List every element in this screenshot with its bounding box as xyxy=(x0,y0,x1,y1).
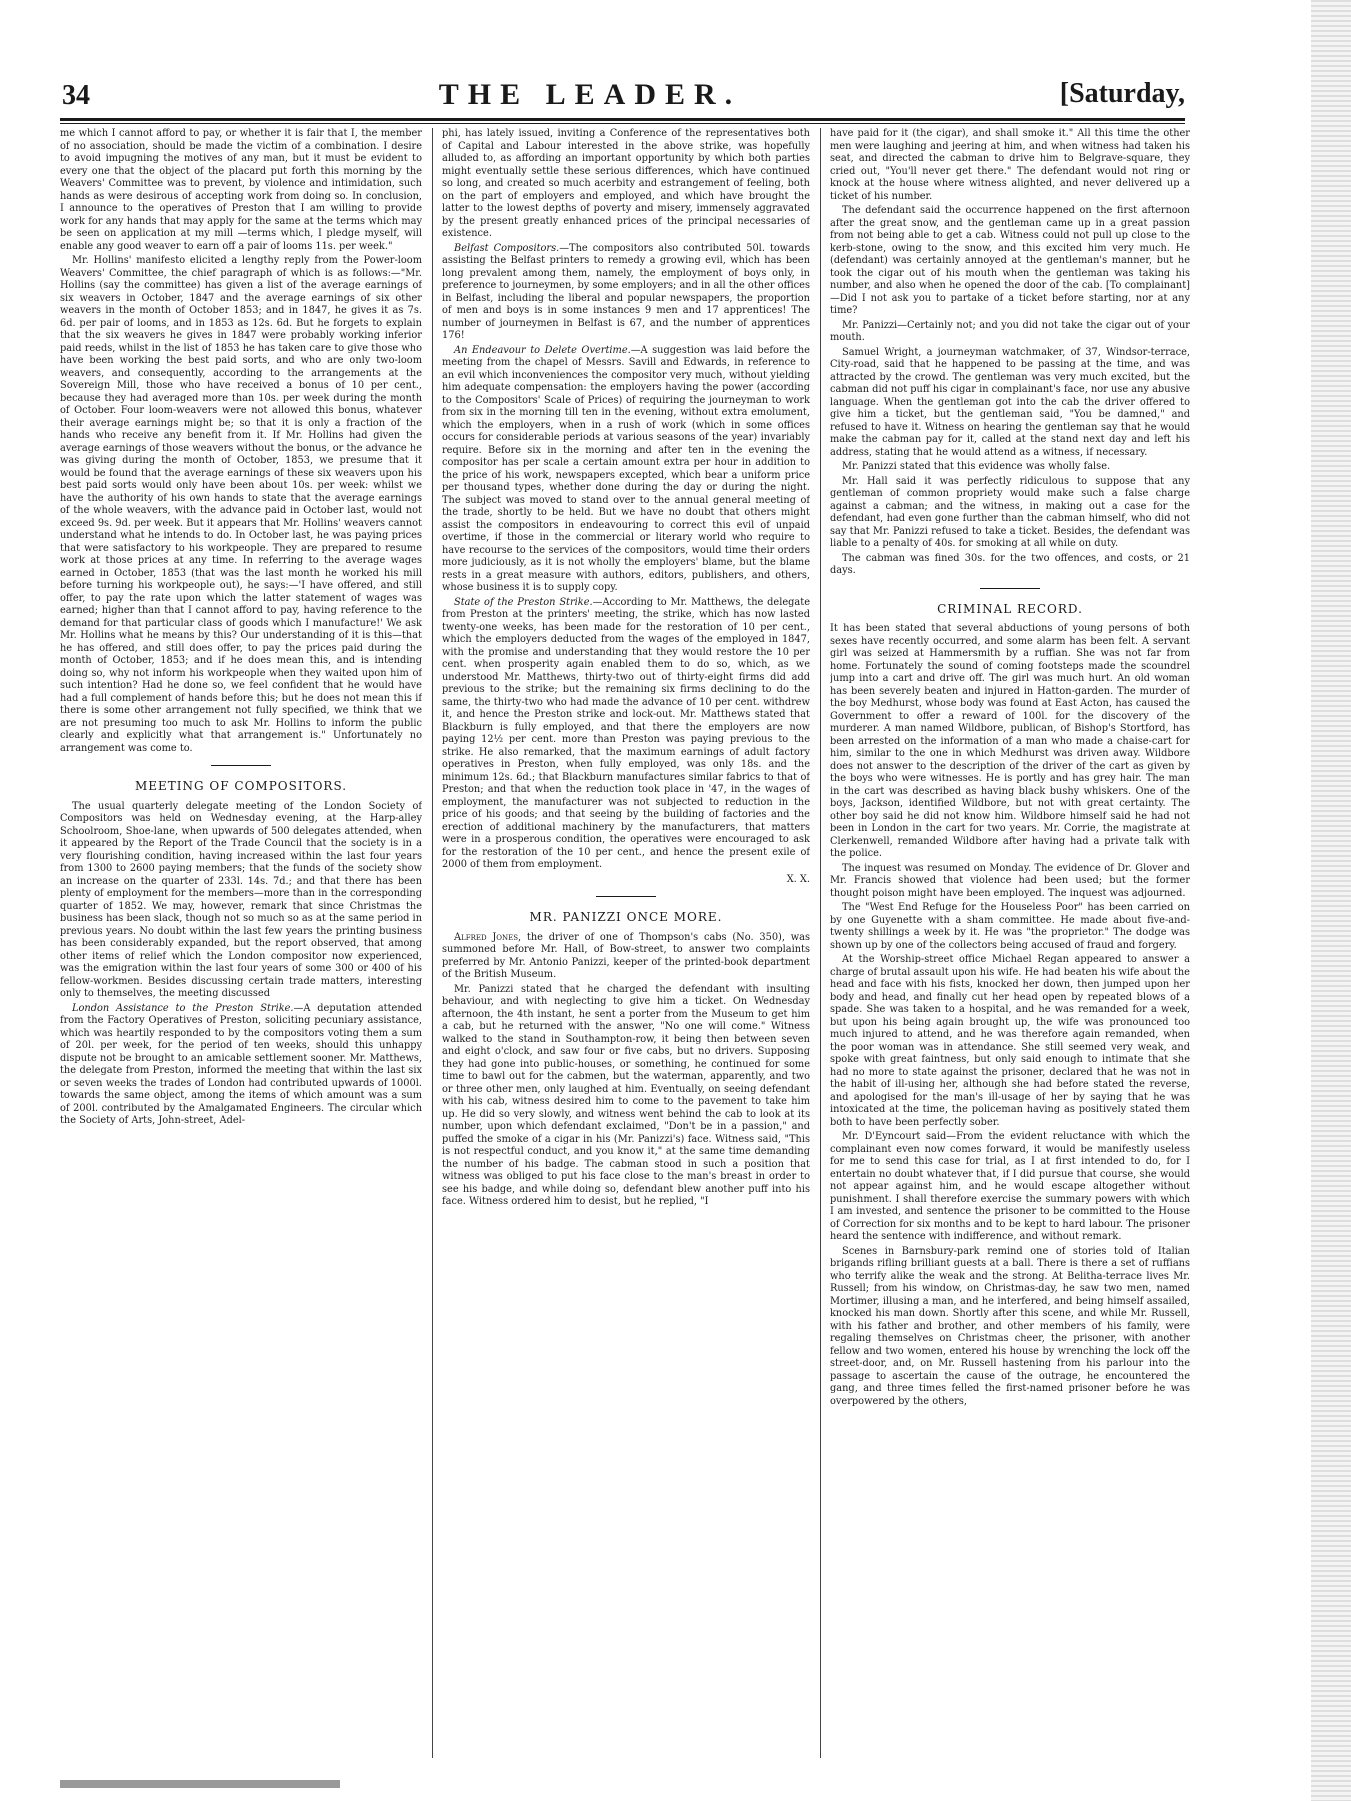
issue-day: [Saturday, xyxy=(1059,78,1185,109)
paragraph-body: —According to Mr. Matthews, the delegate from Preston at the printers' meeting, the strike, which has now lasted twenty-one weeks, has been made for the restoration of 10 per cent., which the employers deducted from the wages of the employed in 1847, with the promise and understanding that they would restore the 10 per cent. when prosperity again enabled them to do so, which, as we understood Mr. Matthews, thirty-two out of thirty-eight firms did add previous to the strike; but the remaining six firms declining to do the same, the thirty-two who had made the advance of 10 per cent. withdrew it, and hence the Preston strike and lock-out. Mr. Matthews stated that Blackburn is fully employed, and that there the employers are now paying 12½ per cent. more than Preston was paying previous to the strike. He also remarked, that the maximum earnings of adult factory operatives in Preston, when fully employed, was only 18s. and the minimum 12s. 6d.; that Blackburn manufactures similar fabrics to that of Preston; and that when the reduction took place in '47, in the wages of employment, the manufacturer was not subjected to reduction in the price of his goods; and that seeing by the building of factories and the erection of additional machinery by the manufacturers, that matters were in a prosperous condition, the operatives were encouraged to ask for the restoration of the 10 per cent., and hence the present exile of 2000 of them from employment. xyxy=(442,596,810,870)
paragraph-body: —A suggestion was laid before the meeting from the chapel of Messrs. Savill and Edwards, in reference to an evil which inconveniences the compositor very much, without yielding him adequate compensation: the employers having the power (according to the Compositors' Scale of Prices) of requiring the journeyman to work from six in the morning till ten in the evening, without extra emolument, which the employers, when in a rush of work (which in some offices occurs for considerable periods at various seasons of the year) invariably require. Before six in the morning and after ten in the evening the compositor has per scale a certain amount extra per hour in addition to the price of his work, newspapers excepted, which bear a uniform price per thousand types, whether done during the day or during the night. The subject was moved to stand over to the annual general meeting of the trade, shortly to be held. But we have no doubt that others might assist the compositors in endeavouring to correct this evil of unpaid overtime, if those in the commercial or literary world who require to have recourse to the services of the compositors, would time their orders more judiciously, as it is not wholly the employers' blame, but the blame rests in a great measure with authors, editors, publishers, and others, whose business it is to supply copy. xyxy=(442,344,810,593)
article-paragraph: Mr. Panizzi stated that this evidence was wholly false. xyxy=(842,461,1111,472)
article-paragraph: Mr. Panizzi stated that he charged the defendant with insulting behaviour, and with neglecting to give him a ticket. On Wednesday afternoon, the 4th instant, he sent a porter from the Museum to get him a cab, but he returned with the answer, "No one will come." Witness walked to the stand in Southampton-row, it being then between seven and eight o'clock, and saw four or five cabs, but no drivers. Supposing they had gone into public-houses, or something, he continued for some time to bawl out for the cabmen, but the waterman, apparently, and two or three other men, only laughed at him. Eventually, on seeing defendant with his cab, witness desired him to come to the pavement to take him up. He did so very slowly, and witness went behind the cab to look at its number, upon which defendant exclaimed, "Don't be in a passion," and puffed the smoke of a cigar in his (Mr. Panizzi's) face. Witness said, "This is not respectful conduct, and you know it," at the same time demanding the number of his badge. The cabman stood in such a position that witness was obliged to put his face close to the man's breast in order to see his badge, and while doing so, defendant blew another puff into his face. Witness ordered him to desist, but he replied, "I xyxy=(442,983,810,1207)
paragraph-body: —A deputation attended from the Factory Operatives of Preston, soliciting pecuniary assistance, which was heartily responded to by the compositors voting them a sum of 20l. per week, for the period of ten weeks, should this unhappy dispute not be brought to an amicable settlement sooner. Mr. Matthews, the delegate from Preston, informed the meeting that within the last six or seven weeks the trades of London had contributed upwards of 1000l. towards the same object, among the items of which amount was a sum of 200l. contributed by the Amalgamated Engineers. The circular which the Society of Arts, John-street, Adel- xyxy=(60,1002,422,1126)
column-3 xyxy=(830,128,1190,1758)
article-paragraph xyxy=(442,932,810,982)
article-paragraph xyxy=(442,243,810,343)
paragraph-lead: Alfred Jones, xyxy=(454,931,522,943)
section-heading-compositors: MEETING OF COMPOSITORS. xyxy=(134,779,348,793)
article-paragraph: The defendant said the occurrence happened on the first afternoon after the great snow, and the gentleman came up in a great passion from not being able to get a cab. Witness could not pull up close to the kerb-stone, owing to the snow, and this excited him very much. He (defendant) was certainly annoyed at the gentleman's manner, but he took the cigar out of his mouth when the gentleman was taking his number, and also when he opened the door of the cab. [To complainant]—Did I not ask you to partake of a ticket before starting, nor at any time? xyxy=(830,205,1190,316)
section-separator xyxy=(442,896,810,897)
article-paragraph: The inquest was resumed on Monday. The evidence of Dr. Glover and Mr. Francis showed that violence had been used; but the former thought poison might have been employed. The inquest was adjourned. xyxy=(830,862,1190,899)
section-heading-criminal-record: CRIMINAL RECORD. xyxy=(937,601,1083,616)
article-paragraph xyxy=(60,1003,422,1128)
column-divider xyxy=(820,128,821,1758)
article-paragraph: The usual quarterly delegate meeting of the London Society of Compositors was held on Wednesday evening, at the Harp-alley Schoolroom, Shoe-lane, when upwards of 500 delegates attended, when it appeared by the Report of the Trade Council that the society is in a very flourishing condition, having increased within the last four years from 1300 to 2600 paying members; that the funds of the society show an increase on the quarter of 233l. 14s. 7d.; and that there has been plenty of employment for the members—more than in the corresponding quarter of 1852. We may, however, remark that since Christmas the business has been slack, though not so much so as at the same period in previous years. No doubt within the last few years the printing business has been considerably expanded, but the report observed, that among other items of relief which the London compositor now experienced, was the emigration within the last four years of some 300 or 400 of his fellow-workmen. Besides discussing certain trade matters, interesting only to themselves, the meeting discussed xyxy=(60,800,422,999)
article-paragraph xyxy=(442,597,810,872)
signature-line xyxy=(442,874,810,887)
article-paragraph: Mr. D'Eyncourt said—From the evident reluctance with which the complainant even now comes forward, it would be manifestly useless for me to send this case for trial, as I at first intended to do, for I entertain no doubt whatever that, if I did pursue that course, she would not appear against him, and he would escape altogether without punishment. I shall therefore exercise the summary powers with which I am invested, and sentence the prisoner to be committed to the House of Correction for six months and to be kept to hard labour. The prisoner heard the sentence with indifference, and without remark. xyxy=(830,1131,1190,1242)
column-divider xyxy=(432,128,433,1758)
section-heading-panizzi: MR. PANIZZI ONCE MORE. xyxy=(529,910,723,924)
paragraph-body: the driver of one of Thompson's cabs (No. 350), was summoned before Mr. Hall, of Bow-street, to answer two complaints preferred by Mr. Antonio Panizzi, keeper of the printed-book department of the British Museum. xyxy=(442,931,810,980)
paragraph-body: —The compositors also contributed 50l. towards assisting the Belfast printers to remedy a growing evil, which has been long prevalent among them, namely, the employment of boys only, in preference to journeymen, by some employers; and in all the other offices in Belfast, including the liberal and popular newspapers, the proportion of men and boys is in some instances 9 men and 17 apprentices! The number of journeymen in Belfast is 67, and the number of apprentices 176! xyxy=(442,242,810,341)
article-paragraph: At the Worship-street office Michael Regan appeared to answer a charge of brutal assault upon his wife. He had beaten his wife about the head and face with his fists, knocked her down, then jumped upon her body and head, and finally cut her head open by repeated blows of a spade. She was taken to a hospital, and he was remanded for a week, but upon his being again brought up, the wife was pronounced too much injured to attend, and he was therefore again remanded, when the poor woman was in attendance. She still seemed very weak, and spoke with great faintness, but only said enough to intimate that she had no more to state against the prisoner, declared that he was not in the habit of ill-using her, although she had before stated the reverse, and apologised for the man's ill-usage of her by saying that he was intoxicated at the time, the policeman having as positively stated them both to have been perfectly sober. xyxy=(830,954,1190,1128)
article-paragraph: me which I cannot afford to pay, or whether it is fair that I, the member of no association, should be made the victim of a combination. I desire to avoid impugning the motives of any man, but it must be evident to every one that the object of the placard put forth this morning by the Weavers' Committee was to prevent, by violence and intimidation, such hands as were desirous of accepting work from doing so. In conclusion, I announce to the operatives of Preston that I am willing to provide work for any hands that may apply for the same at the terms which may be seen on application at my mill —terms which, I pledge myself, will enable any good weaver to earn off a pair of looms 11s. per week." xyxy=(60,128,422,252)
paragraph-lead: Belfast Compositors. xyxy=(454,242,560,254)
article-paragraph: Mr. Panizzi—Certainly not; and you did not take the cigar out of your mouth. xyxy=(830,319,1190,343)
article-paragraph: have paid for it (the cigar), and shall smoke it." All this time the other men were laughing and jeering at him, and when witness had taken his seat, and directed the cabman to drive him to Belgrave-square, they cried out, "You'll never get there." The defendant would not ring or knock at the house where witness alighted, and never delivered up a ticket of his number. xyxy=(830,128,1190,202)
header-rule-thin xyxy=(60,123,1185,124)
article-paragraph: Scenes in Barnsbury-park remind one of stories told of Italian brigands rifling brilliant guests at a ball. There is there a set of ruffians who terrify alike the weak and the strong. At Belitha-terrace lives Mr. Russell; from his window, on Christmas-day, he saw two men, named Mortimer, illusing a man, and he interfered, and being himself assailed, knocked his man down. Shortly after this scene, and while Mr. Russell, with his father and brother, and other members of his family, were regaling themselves on Christmas cheer, the prisoner, with another fellow and two women, entered his house by wrenching the lock off the street-door, and, on Mr. Russell hastening from his parlour into the passage to ascertain the cause of the outrage, he encountered the gang, and three times felled the first-named prisoner before he was overpowered by the others, xyxy=(830,1245,1190,1407)
article-paragraph: phi, has lately issued, inviting a Conference of the representatives both of Capital and Labour interested in the above strike, was hopefully alluded to, as affording an important opportunity by which both parties might eventually settle these serious differences, which have continued so long, and created so much acerbity and estrangement of feeling, both on the part of employers and employed, and which have brought the latter to the lowest depths of poverty and misery, immensely aggravated by the present greatly enhanced prices of the principal necessaries of existence. xyxy=(442,128,810,239)
article-paragraph: Samuel Wright, a journeyman watchmaker, of 37, Windsor-terrace, City-road, said that he happened to be passing at the time, and was attracted by the crowd. The gentleman was very much excited, but the cabman did not puff his cigar in complainant's face, nor use any abusive language. When the gentleman got into the cab the driver offered to give him a ticket, but the gentleman said, "You be damned," and refused to have it. Witness on hearing the gentleman say that he would make the cabman pay for it, called at the stand next day and left his address, stating that he would attend as a witness, if necessary. xyxy=(830,346,1190,458)
article-paragraph xyxy=(442,345,810,595)
scan-smudge xyxy=(60,1780,340,1788)
column-2 xyxy=(442,128,810,1758)
article-paragraph: The "West End Refuge for the Houseless Poor" has been carried on by one Guyenette with a sham committee. He made about five-and-twenty shillings a week by it. He was "the proprietor." The dodge was shown up by one of the collectors being accused of fraud and forgery. xyxy=(830,902,1190,951)
page-number: 34 xyxy=(62,80,90,111)
article-paragraph: Mr. Hall said it was perfectly ridiculous to suppose that any gentleman of common propriety would make such a false charge against a cabman; and the witness, in making out a case for the defendant, had even gone further than the cabman himself, who did not say that Mr. Panizzi refused to take a ticket. Besides, the defendant was liable to a penalty of 40s. for smoking at all while on duty. xyxy=(830,475,1190,549)
page-header xyxy=(60,76,1185,116)
article-paragraph: It has been stated that several abductions of young persons of both sexes have recently occurred, and some alarm has been felt. A servant girl was seized at Hammersmith by a ruffian. She was not far from home. Fortunately the sound of coming footsteps made the scoundrel jump into a cart and drive off. The girl was much hurt. An old woman has been severely beaten and injured in Hatton-garden. The murder of the boy Medhurst, whose body was found at East Acton, has caused the Government to offer a reward of 100l. for the discovery of the murderer. A man named Wildbore, publican, of Bishop's Stortford, has been arrested on the information of a man who made a chaise-cart for him, similar to the one in which Medhurst was driven away. Wildbore does not answer to the description of the driver of the cart as given by the boys who were witnesses. He is portly and has grey hair. The man in the cart was described as having black bushy whiskers. One of the boys, Jackson, identified Wildbore, but not with great certainty. The other boy said he did not know him. Wildbore himself said he had not been in London in the cart for two years. Mr. Corrie, the magistrate at Clerkenwell, remanded Wildbore after having had a private talk with the police. xyxy=(830,623,1190,859)
masthead-title: THE LEADER. xyxy=(438,78,742,111)
article-paragraph: The cabman was fined 30s. for the two offences, and costs, or 21 days. xyxy=(830,552,1190,576)
section-separator xyxy=(60,765,422,766)
binding-edge xyxy=(1311,0,1351,1801)
paragraph-lead: An Endeavour to Delete Overtime. xyxy=(454,344,631,356)
article-paragraph: Mr. Hollins' manifesto elicited a lengthy reply from the Power-loom Weavers' Committee, the chief paragraph of which is as follows:—"Mr. Hollins (say the committee) has given a list of the average earnings of six weavers in October, 1847 and the average earnings of six other weavers in the month of October 1853; and in 1847, he gives it as 7s. 6d. per pair of looms, and in 1853 as 12s. 6d. But he forgets to explain that the six weavers he gives in 1847 were probably working inferior paid reeds, whilst in the list of 1853 he has taken care to give those who have been working the best paid sorts, and who are only two-loom weavers, and consequently, according to the arrangements at the Sovereign Mill, those who have received a bonus of 10 per cent., because they had averaged more than 10s. per week during the month of October. Four loom-weavers were not allowed this bonus, whatever their average earnings might be; so that it is only a fraction of the hands who receive any benefit from it. If Mr. Hollins had given the average earnings of those weavers without the bonus, or the advance he was giving during the month of October, 1853, we presume that it would be found that the average earnings of these six weavers upon his best paid sorts would only have been about 10s. per week: whilst we have the authority of his own hands to state that the average earnings of the whole weavers, with the advance paid in October last, would not exceed 9s. 9d. per week. But it appears that Mr. Hollins' weavers cannot understand what he intends to do. In October last, he was paying prices that were satisfactory to his workpeople. They are prepared to resume work at those prices at any time. In referring to the average wages earned in October, 1853 (that was the last month he worked his mill before turning his workpeople out), he says:—'I have offered, and still offer, to pay the rate upon which the latter statement of wages was earned; higher than that I cannot afford to pay, having reference to the demand for that particular class of goods which I manufacture!' We ask Mr. Hollins what he means by this? Our understanding of it is this—that he has offered, and still does offer, to pay the prices paid during the month of October, 1853; and if he does mean this, and is intending doing so, why not inform his workpeople when they waited upon him of such intention? Had he done so, we feel confident that he would have had a full complement of hands before this; but he does not mean this if there is some other arrangement not fully specified, we think that we are not presuming too much to ask Mr. Hollins to inform the public clearly and explicitly what that arrangement is." Unfortunately no arrangement was come to. xyxy=(60,255,422,754)
paragraph-lead: London Assistance to the Preston Strike. xyxy=(72,1002,294,1014)
header-rule xyxy=(60,118,1185,121)
paragraph-lead: State of the Preston Strike. xyxy=(454,596,593,608)
section-separator xyxy=(830,588,1190,589)
signature: X. X. xyxy=(786,873,810,885)
column-1 xyxy=(60,128,422,1758)
